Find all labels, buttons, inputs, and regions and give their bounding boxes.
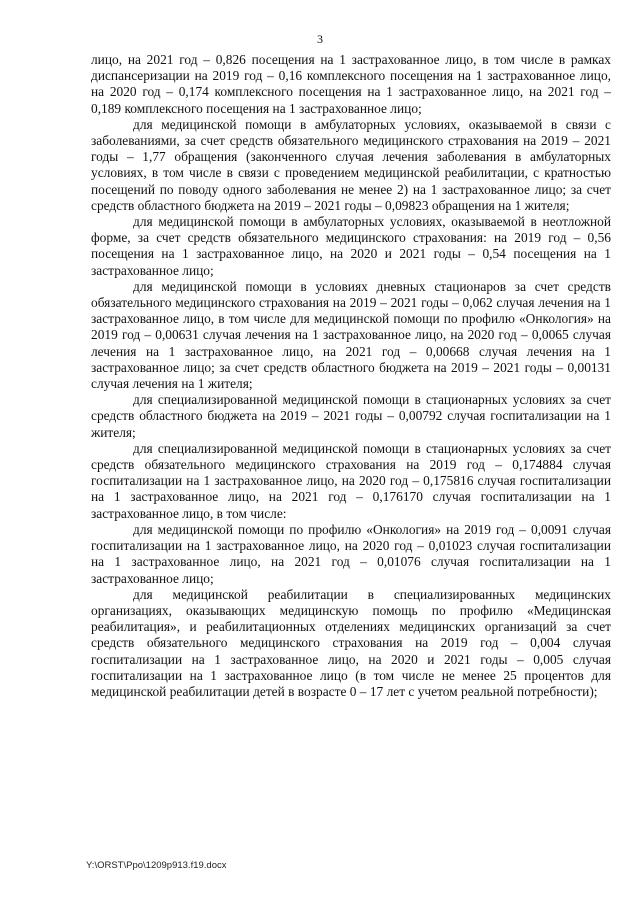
paragraph-4: для медицинской помощи в условиях дневных стационаров за счет средств обязательного медицинского страхования на 2019 – 2021 годы – 0,062 случая лечения на 1 застрахованное лицо, в том числе для медицинской помощи по профилю «Онкология» на 2019 год – 0,00631 случая лечения на 1 застрахованное лицо, на 2020 год – 0,0065 случая лечения на 1 застрахованное лицо, на 2021 год – 0,00668 случая лечения на 1 застрахованное лицо; за счет средств областного бюджета на 2019 – 2021 годы – 0,00131 случая лечения на 1 жителя; [91, 278, 611, 392]
document-body [91, 52, 611, 700]
paragraph-8: для медицинской реабилитации в специализированных медицинских организациях, оказывающих медицинскую помощь по профилю «Медицинская реабилитация», и реабилитационных отделениях медицинских организаций за счет средств обязательного медицинского страхования на 2019 год – 0,004 случая госпитализации на 1 застрахованное лицо, на 2020 и 2021 годы – 0,005 случая госпитализации на 1 застрахованное лицо (в том числе не менее 25 процентов для медицинской реабилитации детей в возрасте 0 – 17 лет с учетом реальной потребности); [91, 586, 611, 699]
footer-file-path: Y:\ORST\Ppo\1209p913.f19.docx [86, 860, 227, 871]
paragraph-2: для медицинской помощи в амбулаторных условиях, оказываемой в связи с заболеваниями, за счет средств обязательного медицинского страхования на 2019 – 2021 годы – 1,77 обращения (законченного случая лечения заболевания в амбулаторных условиях, в том числе в связи с проведением медицинской реабилитации, с кратностью посещений по поводу одного заболевания не менее 2) на 1 застрахованное лицо; за счет средств областного бюджета на 2019 – 2021 годы – 0,09823 обращения на 1 жителя; [91, 116, 611, 213]
page-number: 3 [317, 32, 323, 46]
paragraph-5: для специализированной медицинской помощи в стационарных условиях за счет средств областного бюджета на 2019 – 2021 годы – 0,00792 случая госпитализации на 1 жителя; [91, 392, 611, 440]
paragraph-3: для медицинской помощи в амбулаторных условиях, оказываемой в неотложной форме, за счет средств обязательного медицинского страхования: на 2019 год – 0,56 посещения на 1 застрахованное лицо, на 2020 и 2021 годы – 0,54 посещения на 1 застрахованное лицо; [91, 214, 611, 278]
paragraph-6: для специализированной медицинской помощи в стационарных условиях за счет средств обязательного медицинского страхования на 2019 год – 0,174884 случая госпитализации на 1 застрахованное лицо, на 2020 год – 0,175816 случая госпитализации на 1 застрахованное лицо, на 2021 год – 0,176170 случая госпитализации на 1 застрахованное лицо, в том числе: [91, 440, 611, 521]
paragraph-1: лицо, на 2021 год – 0,826 посещения на 1 застрахованное лицо, в том числе в рамках диспансеризации на 2019 год – 0,16 комплексного посещения на 1 застрахованное лицо, на 2020 год – 0,174 комплексного посещения на 1 застрахованное лицо, на 2021 год – 0,189 комплексного посещения на 1 застрахованное лицо; [91, 52, 611, 116]
paragraph-7: для медицинской помощи по профилю «Онкология» на 2019 год – 0,0091 случая госпитализации на 1 застрахованное лицо, на 2020 год – 0,01023 случая госпитализации на 1 застрахованное лицо, на 2021 год – 0,01076 случая госпитализации на 1 застрахованное лицо; [91, 521, 611, 586]
